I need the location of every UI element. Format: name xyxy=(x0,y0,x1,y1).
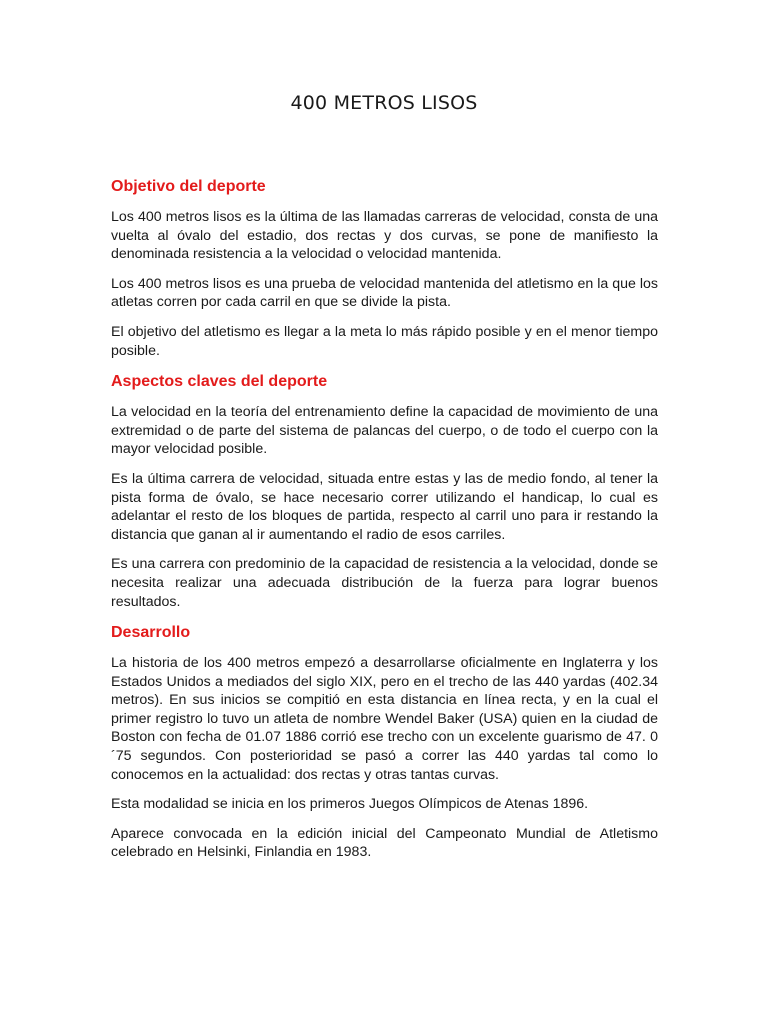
paragraph: Esta modalidad se inicia en los primeros Juegos Olímpicos de Atenas 1896. xyxy=(111,796,589,813)
section-aspectos xyxy=(111,371,658,611)
paragraph: La historia de los 400 metros empezó a desarrollarse oficialmente en Inglaterra y los Estados Unidos a mediados del siglo XIX, pero en el trecho de las 440 yardas (402.34 metros). En sus inicios se compitió en esta distancia en línea recta, y en la cual el primer registro lo tuvo un atleta de nombre Wendel Baker (USA) quien en la ciudad de Boston con fecha de 01.07 1886 corrió ese trecho con un excelente guarismo de 47. 0´75 segundos. Con posterioridad se pasó a correr las 440 yardas tal como lo conocemos en la actualidad: dos rectas y otras tantas curvas. xyxy=(111,655,658,783)
document-body xyxy=(111,176,658,873)
section-heading: Aspectos claves del deporte xyxy=(111,373,328,391)
paragraph: La velocidad en la teoría del entrenamiento define la capacidad de movimiento de una extremidad o de parte del sistema de palancas del cuerpo, o de todo el cuerpo con la mayor velocidad posible. xyxy=(111,404,658,458)
paragraph: Los 400 metros lisos es la última de las llamadas carreras de velocidad, consta de una vuelta al óvalo del estadio, dos rectas y dos curvas, se pone de manifiesto la denominada resistencia a la velocidad o velocidad mantenida. xyxy=(111,209,658,263)
section-objetivo xyxy=(111,176,658,360)
document-title: 400 METROS LISOS xyxy=(290,92,478,114)
paragraph: Aparece convocada en la edición inicial del Campeonato Mundial de Atletismo celebrado en Helsinki, Finlandia en 1983. xyxy=(111,825,658,861)
section-heading: Objetivo del deporte xyxy=(111,178,266,195)
paragraph: Es la última carrera de velocidad, situada entre estas y las de medio fondo, al tener la pista forma de óvalo, se hace necesario correr utilizando el handicap, lo cual es adelantar el resto de los bloques de partida, respecto al carril uno para ir restando la distancia que ganan al ir aumentando el radio de esos carriles. xyxy=(111,470,658,543)
section-desarrollo xyxy=(111,622,658,862)
paragraph: Es una carrera con predominio de la capacidad de resistencia a la velocidad, donde se necesita realizar una adecuada distribución de la fuerza para lograr buenos resultados. xyxy=(111,556,658,610)
paragraph: El objetivo del atletismo es llegar a la meta lo más rápido posible y en el menor tiempo posible. xyxy=(111,323,658,359)
paragraph: Los 400 metros lisos es una prueba de velocidad mantenida del atletismo en la que los atletas corren por cada carril en que se divide la pista. xyxy=(111,275,658,311)
section-heading: Desarrollo xyxy=(111,624,191,642)
